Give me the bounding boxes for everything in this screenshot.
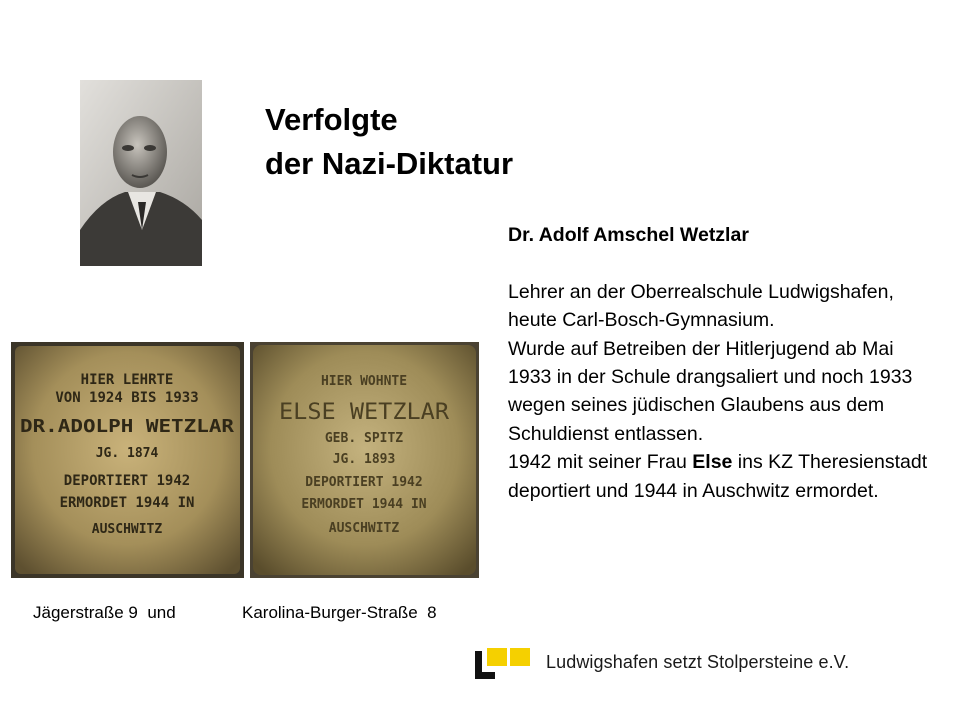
stone1-line-7: AUSCHWITZ — [91, 522, 163, 537]
bio-paragraph-2: Wurde auf Betreiben der Hitlerjugend ab Mai 1933 in der Schule drangsaliert und noch 1933 wegen seines jüdischen Glaubens aus dem Schuldienst entlassen. — [508, 337, 913, 445]
stone2-line-3: GEB. SPITZ — [324, 431, 404, 446]
stone1-line-2: VON 1924 BIS 1933 — [55, 390, 199, 406]
bio-paragraph-3 — [508, 448, 928, 505]
organization-logo — [475, 645, 535, 681]
stone2-line-6: ERMORDET 1944 IN — [301, 497, 427, 512]
page-title — [265, 98, 513, 186]
logo-square-2 — [510, 648, 530, 666]
stolperstein-else — [250, 342, 479, 578]
stone2-line-2: ELSE WETZLAR — [279, 400, 450, 425]
organization-name: Ludwigshafen setzt Stolpersteine e.V. — [546, 652, 850, 672]
stone2-line-1: HIER WOHNTE — [320, 374, 408, 389]
stone2-line-7: AUSCHWITZ — [328, 521, 400, 536]
stone2-line-4: JG. 1893 — [332, 452, 396, 467]
logo-l-horizontal — [475, 672, 495, 679]
bio-paragraph-1: Lehrer an der Oberrealschule Ludwigshafen, heute Carl-Bosch-Gymnasium. — [508, 280, 894, 332]
stone1-line-3: DR.ADOLPH WETZLAR — [20, 416, 235, 437]
bio-text-after: ins KZ Theresienstadt deportiert und 1944 in Auschwitz ermordet. — [508, 451, 928, 502]
stone1-line-5: DEPORTIERT 1942 — [63, 473, 191, 489]
stone2-line-5: DEPORTIERT 1942 — [305, 475, 423, 490]
stone1-line-6: ERMORDET 1944 IN — [59, 495, 195, 511]
caption-right: Karolina-Burger-Straße 8 — [242, 603, 437, 622]
title-line-1: Verfolgte — [265, 102, 398, 137]
bio-text-before: 1942 mit seiner Frau — [508, 451, 693, 474]
biography — [508, 221, 928, 505]
person-name: Dr. Adolf Amschel Wetzlar — [508, 224, 749, 246]
stolperstein-adolph — [11, 342, 244, 578]
logo-square-1 — [487, 648, 507, 666]
stone1-line-4: JG. 1874 — [95, 446, 159, 461]
bio-wife-name: Else — [692, 451, 733, 474]
title-line-2: der Nazi-Diktatur — [265, 146, 514, 181]
caption-left: Jägerstraße 9 und — [33, 603, 176, 622]
portrait-photo — [80, 80, 202, 266]
stone1-line-1: HIER LEHRTE — [80, 372, 174, 388]
